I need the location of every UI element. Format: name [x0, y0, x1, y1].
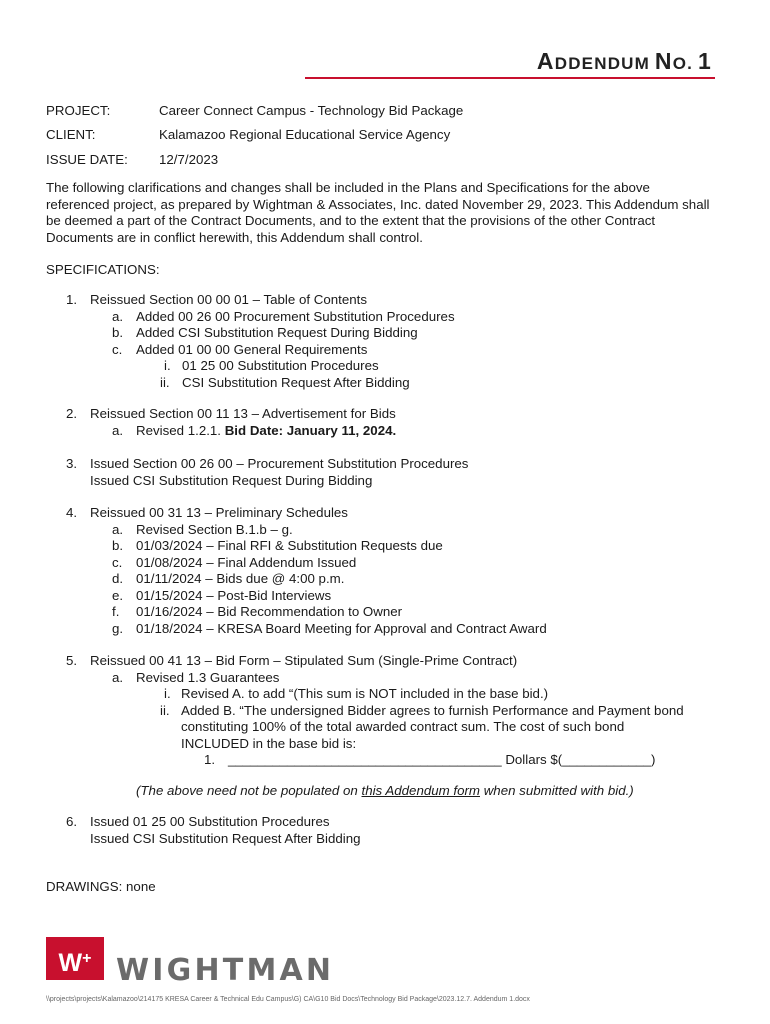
client-label: CLIENT: [46, 127, 96, 143]
list-item: 1. Reissued Section 00 00 01 – Table of Contents [66, 292, 367, 307]
addendum-note: (The above need not be populated on this Addendum form when submitted with bid.) [136, 783, 634, 798]
list-item: 2. Reissued Section 00 11 13 – Advertisement for Bids [66, 406, 396, 421]
list-item: constituting 100% of the total awarded contract sum. The cost of such bond [181, 719, 625, 734]
title-underline [305, 77, 715, 79]
list-item: b. Added CSI Substitution Request During Bidding [112, 325, 418, 340]
intro-paragraph: The following clarifications and changes shall be included in the Plans and Specifications for the above referenced project, as prepared by Wightman & Associates, Inc. dated November 29, 2023. This Addendum shall be deemed a part of the Contract Documents, and to the extent that the provisions of the other Contract Documents are in conflict herewith, this Addendum shall control. [46, 180, 710, 245]
project-value: Career Connect Campus - Technology Bid Package [159, 102, 464, 118]
list-item: a. Added 00 26 00 Procurement Substitution Procedures [112, 308, 455, 324]
logo-wordmark: WIGHTMAN [116, 953, 335, 988]
list-item: Issued CSI Substitution Request After Bidding [90, 830, 361, 846]
client-value: Kalamazoo Regional Educational Service Agency [159, 127, 451, 143]
list-item: 5. Reissued 00 41 13 – Bid Form – Stipulated Sum (Single-Prime Contract) [66, 653, 518, 668]
list-item: a. Revised 1.2.1. Bid Date: January 11, 2024. [112, 422, 397, 438]
client-row [46, 123, 463, 148]
drawings-line: DRAWINGS: none [46, 879, 156, 894]
list-item: b. 01/03/2024 – Final RFI & Substitution Requests due [112, 538, 443, 553]
issue-date-row [46, 147, 463, 172]
issue-date-value: 12/7/2023 [159, 151, 219, 167]
list-item: a. Revised Section B.1.b – g. [112, 521, 293, 537]
list-item: ii. Added B. “The undersigned Bidder agrees to furnish Performance and Payment bond [160, 702, 684, 718]
list-item: i. 01 25 00 Substitution Procedures [164, 358, 379, 373]
list-item: g. 01/18/2024 – KRESA Board Meeting for Approval and Contract Award [112, 620, 547, 636]
project-label: PROJECT: [46, 102, 111, 118]
specifications-heading: SPECIFICATIONS: [46, 262, 160, 277]
list-item: 3. Issued Section 00 26 00 – Procurement Substitution Procedures [66, 456, 469, 471]
list-item: i. Revised A. to add “(This sum is NOT included in the base bid.) [164, 686, 549, 701]
list-item: 4. Reissued 00 31 13 – Preliminary Schedules [66, 505, 348, 520]
list-item: 1. _____________________________________ Dollars $(____________) [204, 752, 656, 767]
project-row [46, 98, 463, 123]
list-item: d. 01/11/2024 – Bids due @ 4:00 p.m. [112, 571, 345, 586]
list-item: e. 01/15/2024 – Post-Bid Interviews [112, 587, 332, 603]
list-item: a. Revised 1.3 Guarantees [112, 669, 280, 685]
list-item: f. 01/16/2024 – Bid Recommendation to Owner [112, 604, 403, 619]
list-item: 6. Issued 01 25 00 Substitution Procedures [66, 814, 330, 829]
list-item: ii. CSI Substitution Request After Bidding [160, 374, 410, 390]
addendum-title: ADDENDUM NO. 1 [536, 48, 712, 74]
logo-mark: W+ [46, 937, 104, 980]
issue-date-label: ISSUE DATE: [46, 151, 128, 167]
list-item: Issued CSI Substitution Request During Bidding [90, 472, 373, 488]
project-info [46, 98, 463, 172]
list-item: c. 01/08/2024 – Final Addendum Issued [112, 554, 357, 570]
list-item: INCLUDED in the base bid is: [181, 735, 357, 751]
file-path-footer: \\projects\projects\Kalamazoo\214175 KRESA Career & Technical Edu Campus\G) CA\G10 Bid Docs\Technology Bid Package\2023.12.7. Addendum 1.docx [46, 996, 530, 1003]
list-item: c. Added 01 00 00 General Requirements [112, 341, 368, 357]
bid-date: Bid Date: January 11, 2024. [224, 422, 397, 438]
